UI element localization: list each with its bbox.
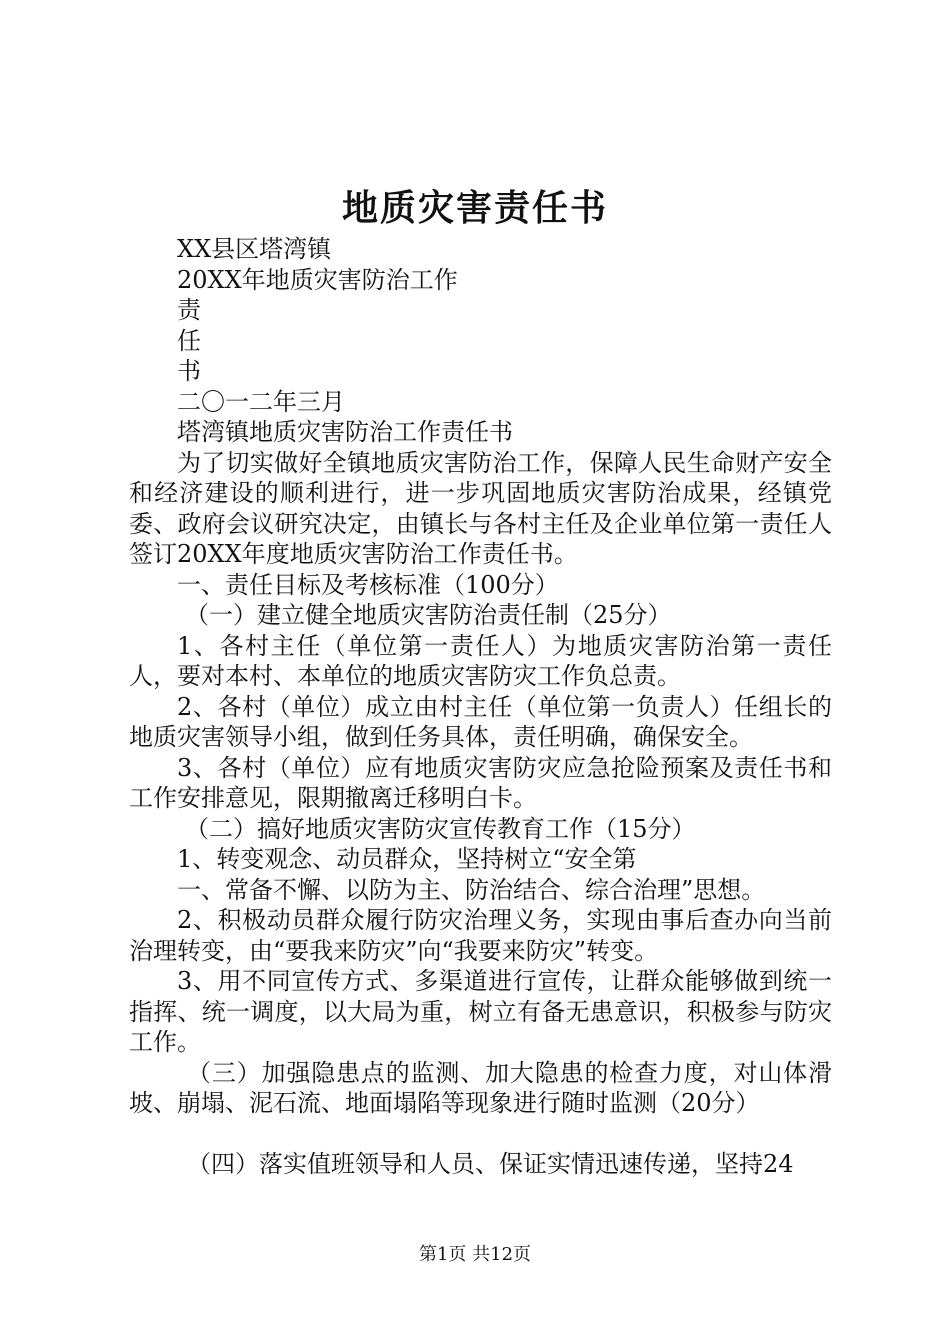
cover-char-1: 责 — [177, 296, 201, 324]
subsection-2-item-1-line-2: 一、常备不懈、以防为主、防治结合、综合治理”思想。 — [177, 875, 766, 904]
document-subtitle: 塔湾镇地质灾害防治工作责任书 — [177, 418, 513, 446]
cover-line-1: XX县区塔湾镇 — [177, 235, 332, 263]
subsection-1-item-1: 1、各村主任（单位第一责任人）为地质灾害防治第一责任人，要对本村、本单位的地质灾害防灾工作负总责。 — [129, 631, 832, 690]
page-footer: 第1页 共12页 — [418, 1244, 532, 1265]
subsection-1-item-3: 3、各村（单位）应有地质灾害防灾应急抢险预案及责任书和工作安排意见，限期撤离迁移明白卡。 — [129, 753, 832, 812]
subsection-4-heading: （四）落实值班领导和人员、保证实情迅速传递，坚持24 — [187, 1149, 794, 1178]
subsection-2-heading: （二）搞好地质灾害防灾宣传教育工作（15分） — [185, 814, 696, 843]
subsection-3-heading: （三）加强隐患点的监测、加大隐患的检查力度，对山体滑坡、崩塌、泥石流、地面塌陷等现象进行随时监测（20分） — [129, 1058, 832, 1117]
subsection-2-item-1-line-1: 1、转变观念、动员群众，坚持树立“安全第 — [177, 845, 637, 873]
cover-line-2: 20XX年地质灾害防治工作 — [177, 265, 458, 294]
intro-paragraph: 为了切实做好全镇地质灾害防治工作，保障人民生命财产安全和经济建设的顺利进行，进一步巩固地质灾害防治成果，经镇党委、政府会议研究决定，由镇长与各村主任及企业单位第一责任人签订20XX年度地质灾害防治工作责任书。 — [129, 448, 832, 568]
cover-char-3: 书 — [177, 357, 201, 385]
subsection-1-item-2: 2、各村（单位）成立由村主任（单位第一负责人）任组长的地质灾害领导小组，做到任务具体，责任明确，确保安全。 — [129, 692, 832, 751]
cover-char-2: 任 — [177, 326, 201, 355]
section-1-heading: 一、责任目标及考核标准（100分） — [177, 570, 559, 599]
subsection-2-item-2: 2、积极动员群众履行防灾治理义务，实现由事后查办向当前治理转变，由“要我来防灾”向“我要来防灾”转变。 — [129, 906, 832, 965]
subsection-2-item-3: 3、用不同宣传方式、多渠道进行宣传，让群众能够做到统一指挥、统一调度，以大局为重，树立有备无患意识，积极参与防灾工作。 — [129, 967, 832, 1056]
cover-date: 二〇一二年三月 — [177, 387, 345, 416]
document-body — [129, 234, 832, 1179]
subsection-1-heading: （一）建立健全地质灾害防治责任制（25分） — [185, 601, 672, 629]
document-title: 地质灾害责任书 — [341, 187, 608, 229]
